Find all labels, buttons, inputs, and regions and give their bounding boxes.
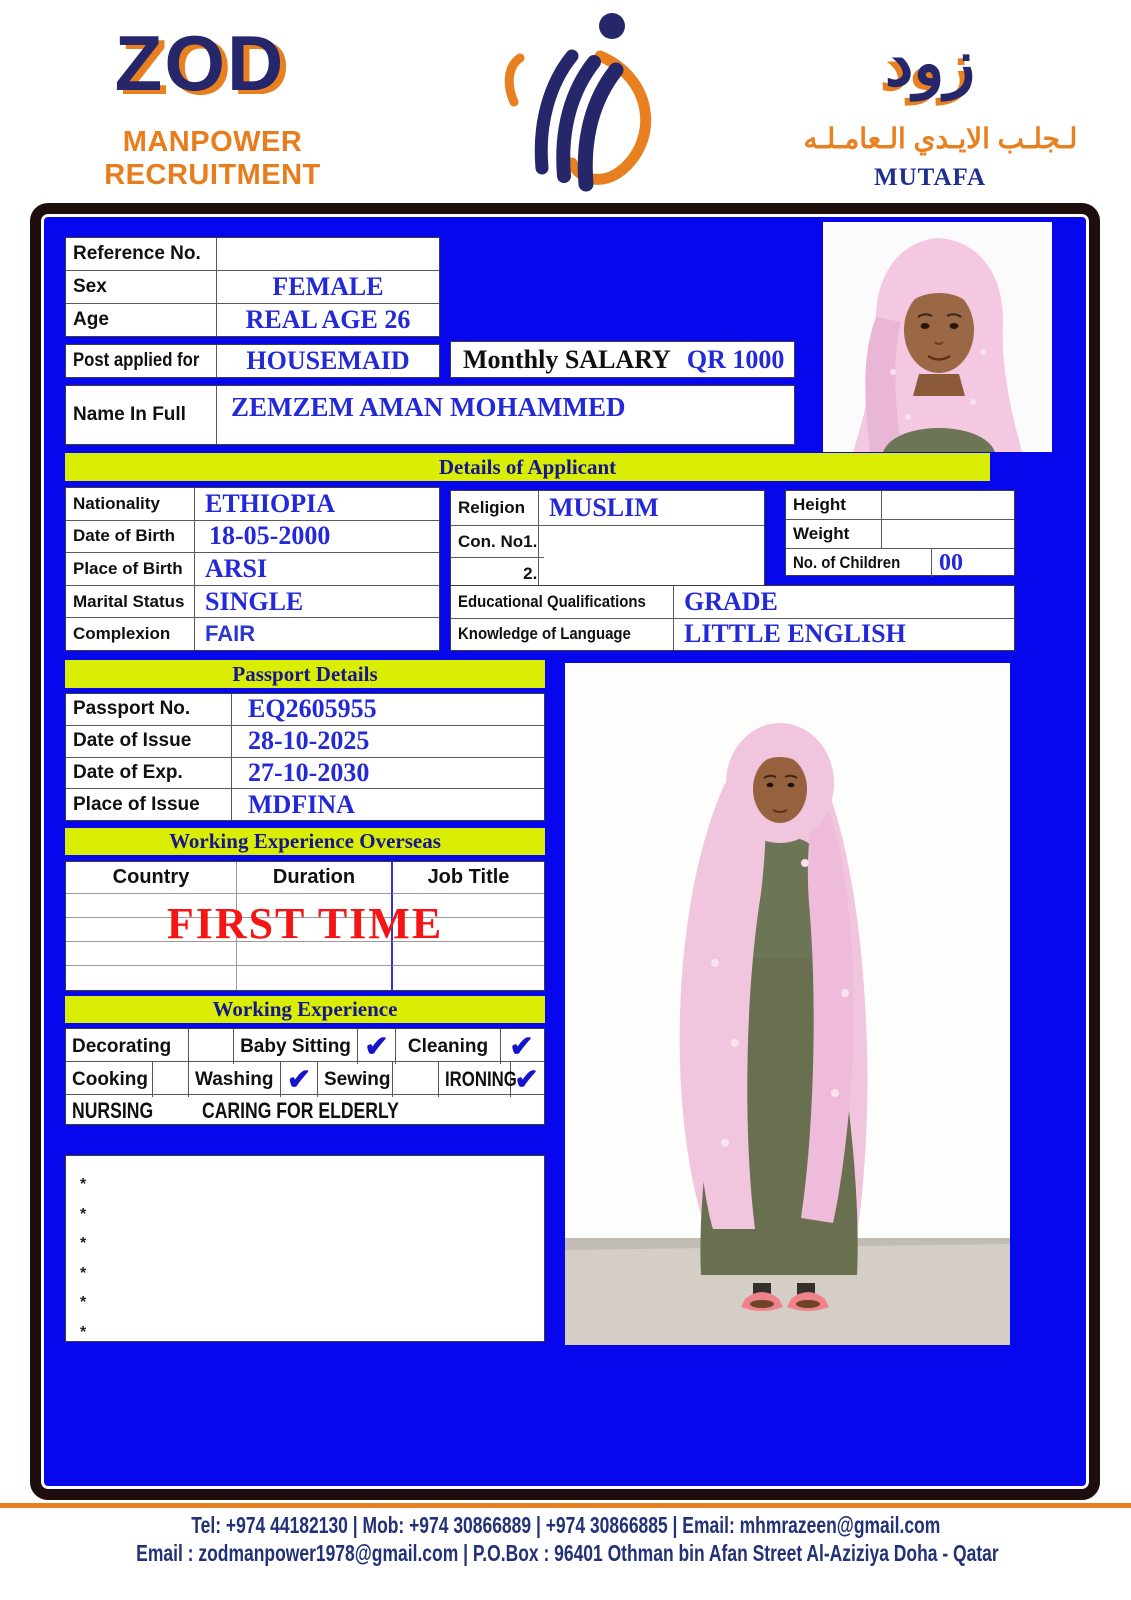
applicant-portrait-photo — [823, 222, 1052, 452]
post-applied-row — [65, 344, 440, 378]
nationality-value: ETHIOPIA — [195, 488, 439, 520]
children-value: 00 — [939, 549, 963, 576]
passport-no-value: EQ2605955 — [232, 694, 544, 725]
passport-details-banner: Passport Details — [65, 660, 545, 688]
contact-no2-label: 2. — [523, 564, 538, 583]
sex-value: FEMALE — [217, 271, 439, 303]
skill-washing-label: Washing — [189, 1062, 281, 1097]
place-of-birth-label: Place of Birth — [66, 553, 194, 585]
marital-status-label: Marital Status — [66, 586, 194, 618]
skill-babysitting-label: Baby Sitting — [234, 1029, 358, 1064]
date-of-exp-label: Date of Exp. — [66, 758, 231, 789]
name-label: Name In Full — [66, 386, 216, 444]
note-marker: * — [80, 1205, 87, 1223]
skills-table — [65, 1028, 545, 1125]
date-of-issue-value: 28-10-2025 — [232, 726, 544, 757]
skill-ironing-label: IRONING — [439, 1062, 511, 1097]
salary-box — [450, 341, 795, 378]
details-left-table — [65, 487, 440, 651]
overseas-empty-cell — [66, 966, 236, 990]
details-right-table — [785, 490, 1015, 576]
skill-cooking-checkbox — [153, 1062, 189, 1097]
skill-cleaning-label: Cleaning — [396, 1029, 501, 1064]
weight-label: Weight — [786, 520, 882, 548]
sex-label: Sex — [66, 271, 216, 303]
name-value: ZEMZEM AMAN MOHAMMED — [217, 386, 794, 444]
post-applied-value: HOUSEMAID — [217, 345, 439, 377]
skill-caring-elderly-label: CARING FOR ELDERLY — [202, 1097, 399, 1123]
note-marker: * — [80, 1235, 87, 1252]
marital-status-value: SINGLE — [195, 586, 439, 618]
skill-nursing-label: NURSING — [72, 1097, 154, 1123]
brand-arabic-tagline: لـجلـب الايـدي الـعامـلـه — [803, 123, 1078, 154]
salary-value: QR 1000 — [686, 344, 785, 374]
working-experience-overseas-banner: Working Experience Overseas — [65, 828, 545, 855]
reference-no-value — [217, 238, 439, 270]
language-label: Knowledge of Language — [451, 619, 673, 651]
details-of-applicant-banner: Details of Applicant — [65, 453, 990, 481]
contact-numbers-value — [539, 526, 764, 590]
language-value: LITTLE ENGLISH — [674, 619, 1014, 651]
overseas-col-jobtitle: Job Title — [391, 862, 544, 894]
working-experience-banner: Working Experience — [65, 996, 545, 1023]
height-value — [882, 491, 1014, 519]
religion-label: Religion — [451, 491, 539, 525]
check-mark-icon: ✔ — [514, 1064, 539, 1096]
date-of-exp-value: 27-10-2030 — [232, 758, 544, 789]
place-of-issue-value: MDFINA — [232, 789, 544, 820]
footer-contact-line — [0, 1512, 1131, 1539]
skill-sewing-label: Sewing — [318, 1062, 393, 1097]
agency-name: MUTAFA — [874, 164, 986, 191]
brand-subtitle: MANPOWER RECRUITMENT — [104, 126, 321, 191]
skill-decorating-checkbox — [189, 1029, 234, 1064]
notes-box — [65, 1155, 545, 1342]
education-label: Educational Qualifications — [451, 586, 673, 618]
age-label: Age — [66, 304, 216, 336]
note-marker: * — [80, 1294, 87, 1311]
education-value: GRADE — [674, 586, 1014, 618]
date-of-birth-value: 18-05-2000 — [195, 521, 439, 553]
footer-contact-text: Tel: +974 44182130 | Mob: +974 30866889 | +974 30866885 | Email: mhmrazeen@gmail.com — [190, 1512, 941, 1538]
place-of-birth-value: ARSI — [195, 553, 439, 585]
salary-label: Monthly SALARY — [463, 344, 671, 374]
religion-value: MUSLIM — [549, 493, 659, 522]
applicant-full-photo — [565, 663, 1010, 1345]
brand-arabic-name: زود — [884, 27, 976, 99]
age-value: REAL AGE 26 — [217, 304, 439, 336]
zod-people-swoosh-logo-icon — [500, 8, 660, 193]
check-mark-icon: ✔ — [358, 1029, 396, 1064]
weight-value — [882, 520, 1014, 548]
skill-sewing-checkbox — [393, 1062, 439, 1097]
footer-address-line — [0, 1540, 1131, 1567]
first-time-stamp: FIRST TIME — [166, 899, 444, 948]
overseas-empty-cell — [236, 966, 391, 990]
post-applied-label: Post applied for — [66, 345, 216, 377]
complexion-value: FAIR — [195, 618, 439, 650]
note-marker: * — [80, 1264, 87, 1282]
nationality-label: Nationality — [66, 488, 194, 520]
overseas-col-duration: Duration — [236, 862, 391, 894]
top-form-table — [65, 237, 440, 337]
footer-divider — [0, 1503, 1131, 1508]
skill-cooking-label: Cooking — [66, 1062, 153, 1097]
education-language-table — [450, 585, 1015, 651]
details-middle-table — [450, 490, 765, 590]
check-mark-icon: ✔ — [509, 1031, 534, 1063]
date-of-issue-label: Date of Issue — [66, 726, 231, 757]
contact-no1-label: Con. No1. — [451, 526, 544, 558]
passport-table — [65, 693, 545, 821]
place-of-issue-label: Place of Issue — [66, 789, 231, 820]
brand-wordmark: ZOD — [114, 19, 286, 107]
passport-no-label: Passport No. — [66, 694, 231, 725]
overseas-empty-cell — [391, 966, 544, 990]
footer-address-text: Email : zodmanpower1978@gmail.com | P.O.Box : 96401 Othman bin Afan Street Al-Aziziya Doha - Qatar — [136, 1540, 999, 1566]
reference-no-label: Reference No. — [66, 238, 216, 270]
date-of-birth-label: Date of Birth — [66, 521, 194, 553]
height-label: Height — [786, 491, 882, 519]
complexion-label: Complexion — [66, 618, 194, 650]
note-marker: * — [80, 1176, 87, 1193]
note-marker: * — [80, 1323, 87, 1341]
skill-decorating-label: Decorating — [66, 1029, 189, 1064]
overseas-col-country: Country — [66, 862, 236, 894]
check-mark-icon: ✔ — [281, 1062, 318, 1097]
name-box — [65, 385, 795, 445]
children-label: No. of Children — [786, 549, 932, 577]
